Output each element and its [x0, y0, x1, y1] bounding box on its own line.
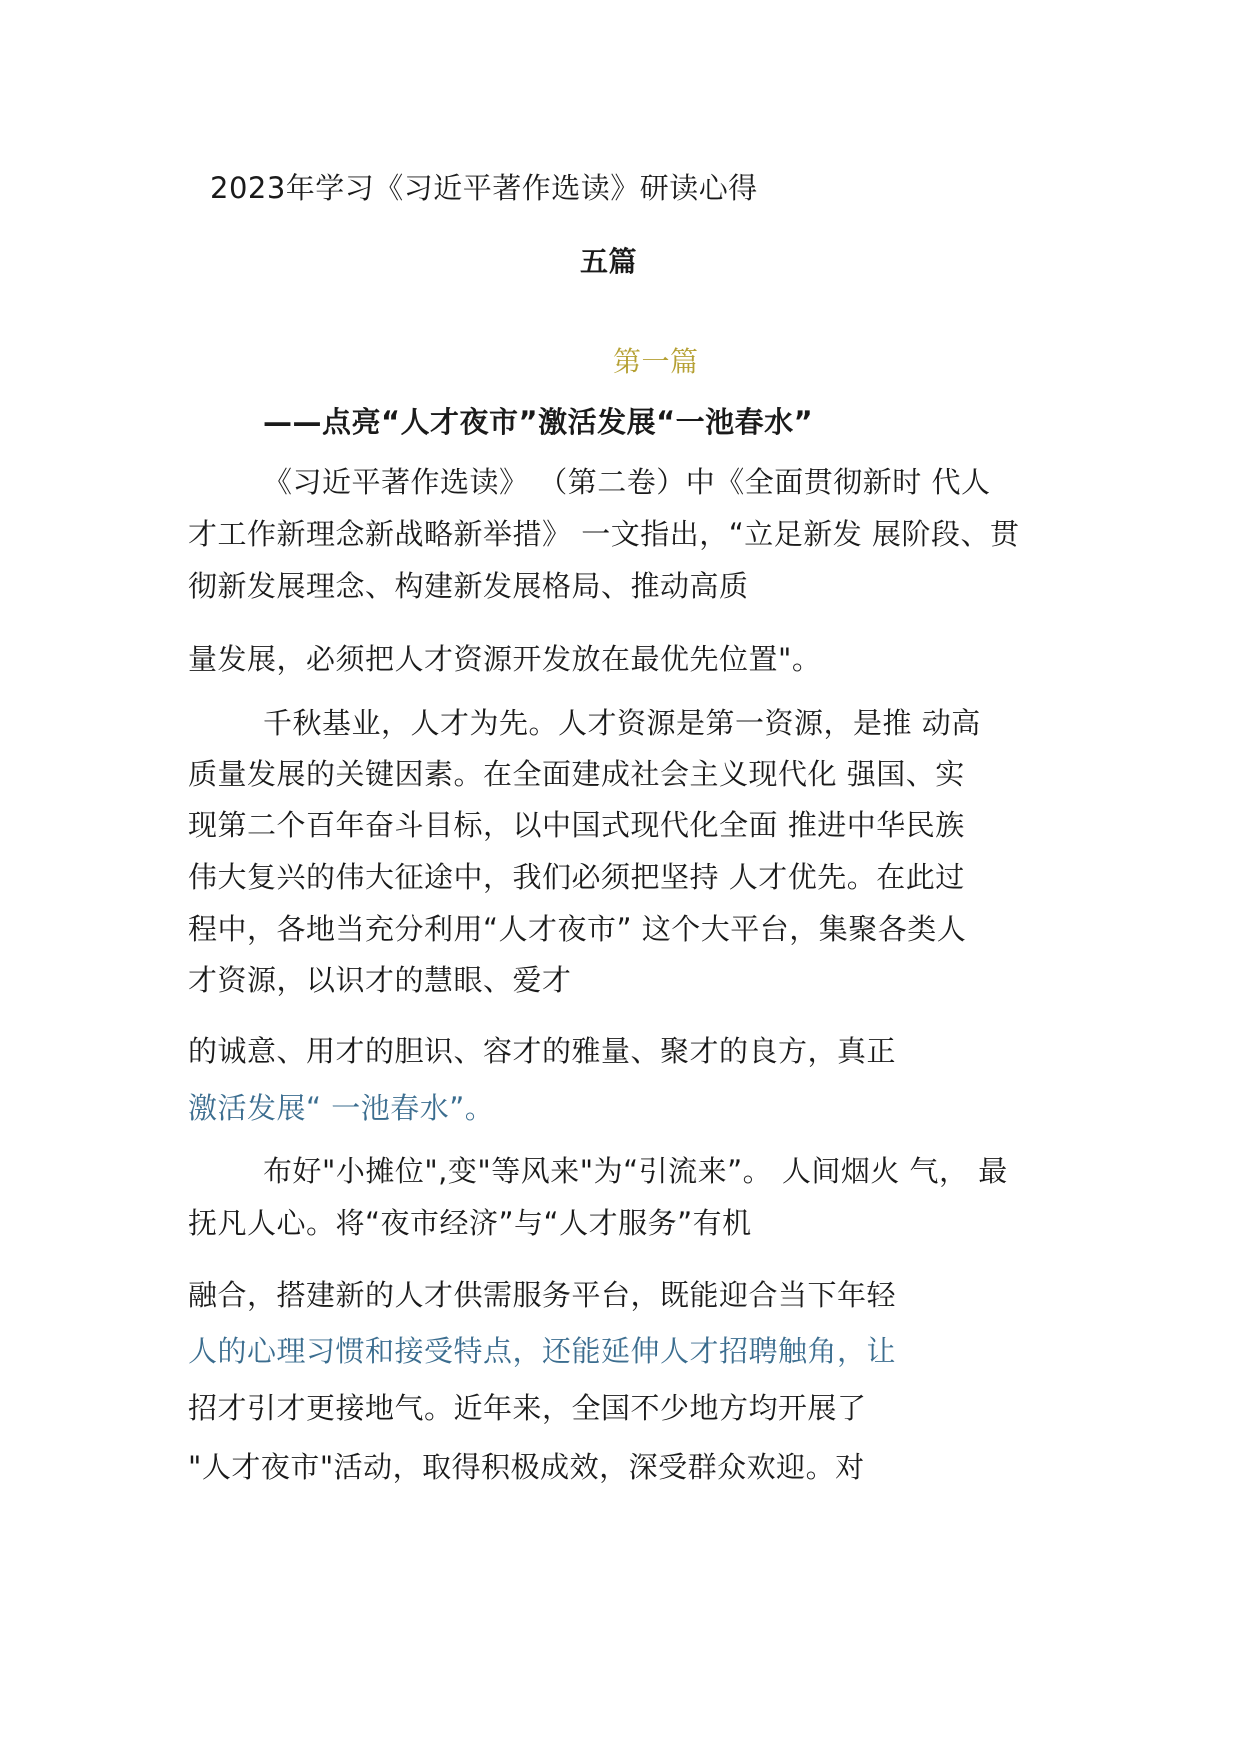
- document-subtitle: 五篇: [580, 245, 638, 278]
- paragraph-line: 才工作新理念新战略新举措》 一文指出，“立足新发 展阶段、贯: [188, 517, 1020, 551]
- paragraph-line: 的诚意、用才的胆识、容才的雅量、聚才的良方，真正: [188, 1034, 897, 1068]
- paragraph-line: 现第二个百年奋斗目标，以中国式现代化全面 推进中华民族: [188, 808, 965, 842]
- paragraph-line: "人才夜市"活动，取得积极成效，深受群众欢迎。对: [188, 1450, 865, 1484]
- section-heading: ——点亮“人才夜市”激活发展“一池春水”: [263, 405, 814, 439]
- paragraph-line: 千秋基业，人才为先。人才资源是第一资源，是推 动高: [263, 706, 981, 740]
- paragraph-line: 融合，搭建新的人才供需服务平台，既能迎合当下年轻: [188, 1278, 897, 1312]
- document-title: 2023年学习《习近平著作选读》研读心得: [210, 171, 758, 205]
- paragraph-line: 抚凡人心。将“夜市经济”与“人才服务”有机: [188, 1206, 752, 1240]
- paragraph-line: 量发展，必须把人才资源开发放在最优先位置"。: [188, 642, 822, 676]
- paragraph-line: 激活发展“ 一池春水”。: [188, 1091, 495, 1125]
- paragraph-line: 程中，各地当充分利用“人才夜市” 这个大平台，集聚各类人: [188, 912, 967, 946]
- paragraph-line: 《习近平著作选读》 （第二卷）中《全面贯彻新时 代人: [263, 465, 991, 499]
- paragraph-line: 彻新发展理念、构建新发展格局、推动高质: [188, 569, 749, 603]
- paragraph-line: 质量发展的关键因素。在全面建成社会主义现代化 强国、实: [188, 757, 965, 791]
- chapter-heading: 第一篇: [613, 345, 699, 378]
- paragraph-line: 布好"小摊位",变"等风来"为“引流来”。 人间烟火 气， 最: [263, 1154, 1008, 1188]
- paragraph-line: 人的心理习惯和接受特点，还能延伸人才招聘触角，让: [188, 1334, 897, 1368]
- paragraph-line: 招才引才更接地气。近年来，全国不少地方均开展了: [188, 1391, 867, 1425]
- paragraph-line: 才资源，以识才的慧眼、爱才: [188, 963, 572, 997]
- paragraph-line: 伟大复兴的伟大征途中，我们必须把坚持 人才优先。在此过: [188, 860, 965, 894]
